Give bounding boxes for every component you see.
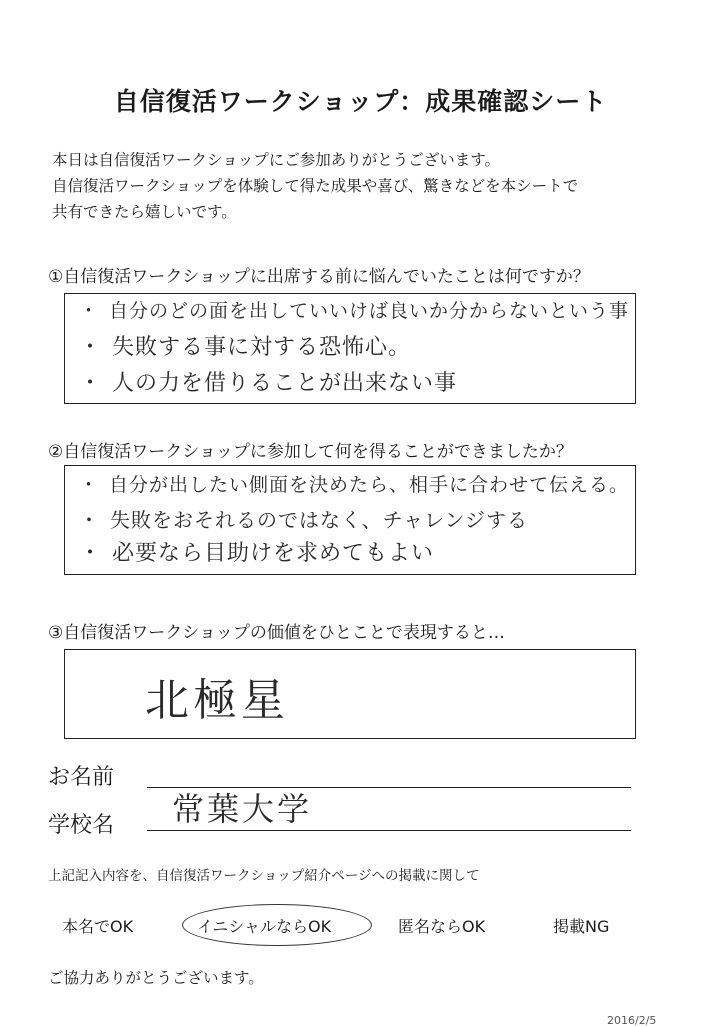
question-1-label: ①自信復活ワークショップに出席する前に悩んでいたことは何ですか？ <box>48 267 590 287</box>
question-2-answer-box <box>64 465 636 575</box>
question-1-answer-1: ・ 自分のどの面を出していいけば良いか分からないという事 <box>79 300 630 322</box>
question-2-answer-2: ・ 失敗をおそれるのではなく、チャレンジする <box>79 508 528 532</box>
date-stamp: 2016/2/5 <box>607 1014 657 1027</box>
intro-line-1: 本日は自信復活ワークショップにご参加ありがとうございます。 <box>52 151 500 169</box>
school-label: 学校名 <box>48 813 115 838</box>
question-1-answer-box <box>64 293 636 404</box>
intro-line-3: 共有できたら嬉しいです。 <box>52 203 237 221</box>
question-3-answer: 北極星 <box>145 675 289 726</box>
question-2-answer-1: ・ 自分が出したい側面を決めたら、相手に合わせて伝える。 <box>79 474 630 496</box>
intro-line-2: 自信復活ワークショップを体験して得た成果や喜び、驚きなどを本シートで <box>52 177 579 195</box>
option-initials: イニシャルならOK <box>197 917 332 936</box>
option-no-publish: 掲載NG <box>553 917 610 936</box>
thanks-text: ご協力ありがとうございます。 <box>48 969 264 987</box>
consent-text: 上記記入内容を、自信復活ワークショップ紹介ページへの掲載に関して <box>48 868 480 884</box>
question-3-answer-box <box>64 649 636 739</box>
name-label: お名前 <box>48 765 115 790</box>
question-2-answer-3: ・ 必要なら目助けを求めてもよい <box>79 541 435 566</box>
option-anonymous: 匿名ならOK <box>398 917 486 936</box>
question-2-label: ②自信復活ワークショップに参加して何を得ることができましたか？ <box>48 442 573 462</box>
sheet-title: 自信復活ワークショップ：成果確認シート <box>113 87 608 116</box>
question-1-answer-3: ・ 人の力を借りることが出来ない事 <box>79 371 458 396</box>
school-value: 常葉大学 <box>172 790 313 828</box>
option-real-name: 本名でOK <box>62 917 134 936</box>
school-line <box>147 830 631 831</box>
question-1-answer-2: ・ 失敗する事に対する恐怖心。 <box>79 335 412 360</box>
question-3-label: ③自信復活ワークショップの価値をひとことで表現すると… <box>48 623 505 643</box>
